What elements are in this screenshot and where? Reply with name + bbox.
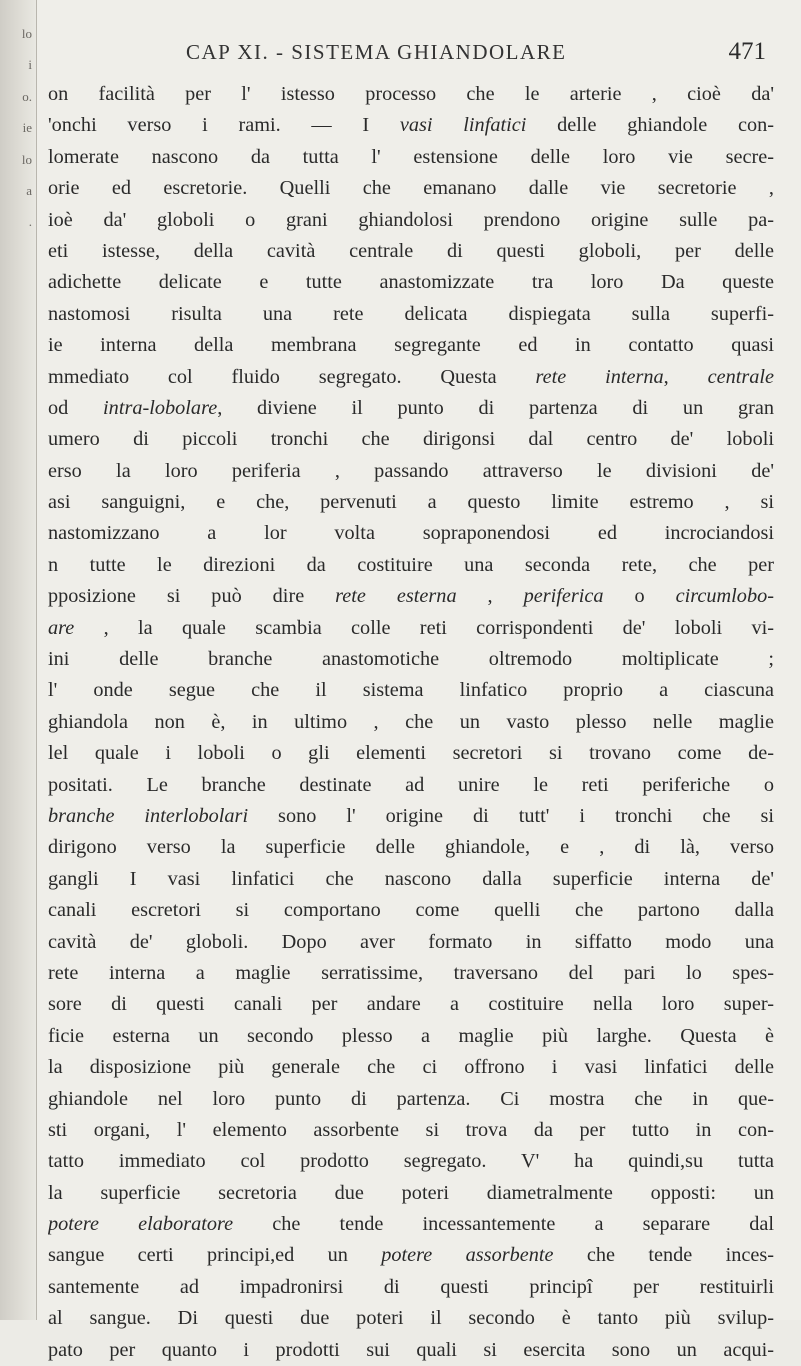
margin-fragment [4,238,32,269]
text-segment: umero di piccoli tronchi che dirigonsi dal centro de' loboli [48,428,774,451]
text-line [48,989,774,1020]
text-line [48,1084,774,1115]
text-segment: rete interna a maglie serratissime, traversano del pari lo spes- [48,961,774,984]
text-segment: ghiandole nel loro punto di partenza. Ci mostra che in que- [48,1087,774,1110]
text-segment: la disposizione più generale che ci offrono i vasi linfatici delle [48,1056,774,1079]
text-segment: od [48,396,104,419]
text-line [48,1146,774,1177]
margin-fragments [4,18,32,332]
text-segment: cavità de' globoli. Dopo aver formato in siffatto modo una [48,930,774,953]
margin-fragment: lo [21,151,32,167]
text-segment: orie ed escretorie. Quelli che emanano dalle vie secretorie , [48,177,774,200]
text-line [48,1303,774,1334]
text-line [48,110,774,141]
text-line [48,832,774,863]
text-segment: ioè da' globoli o grani ghiandolosi prendono origine sulle pa- [48,208,774,231]
text-segment: , [456,585,524,608]
text-segment: eti istesse, della cavità centrale di questi globoli, per delle [48,239,774,262]
text-line [48,958,774,989]
text-segment: tatto immediato col prodotto segregato. V' ha quindi,su tutta [48,1150,774,1173]
margin-fragment [4,301,32,332]
text-line [48,1240,774,1271]
text-line [48,393,774,424]
page-number: 471 [728,38,766,65]
italic-term: are [48,616,75,639]
text-segment: gangli I vasi linfatici che nascono dalla superficie interna de' [48,867,774,890]
text-line [48,267,774,298]
text-segment: pposizione si può dire [48,585,336,608]
text-line [48,142,774,173]
italic-term: potere elaboratore [48,1213,234,1236]
text-line [48,299,774,330]
text-segment: ini delle branche anastomotiche oltremodo moltiplicate ; [48,648,774,671]
text-segment: al sangue. Di questi due poteri il secondo è tanto più svilup- [48,1307,774,1330]
text-segment: dirigono verso la superficie delle ghiandole, e , di là, verso [48,836,774,859]
italic-term: vasi linfatici [399,114,527,137]
text-segment: nastomosi risulta una rete delicata dispiegata sulla superfi- [48,302,774,325]
text-line [48,236,774,267]
text-segment: lel quale i loboli o gli elementi secretori si trovano come de- [48,742,774,765]
text-segment: che tende inces- [553,1244,774,1267]
text-segment: santemente ad impadronirsi di questi principî per restituirli [48,1275,774,1298]
margin-fragment: lo [21,26,32,41]
text-segment: n tutte le direzioni da costituire una seconda rete, che per [48,553,774,576]
text-line [48,487,774,518]
body-text [48,79,774,1366]
text-line [48,1052,774,1083]
text-line [48,581,774,612]
margin-fragment: . [28,214,32,230]
text-segment: sti organi, l' elemento assorbente si trova da per tutto in con- [48,1118,774,1141]
text-line [48,707,774,738]
text-line [48,770,774,801]
text-segment: sangue certi principi,ed un [48,1244,382,1267]
text-line [48,1209,774,1240]
text-line [48,550,774,581]
text-segment: , la quale scambia colle reti corrispondenti de' loboli vi- [74,616,774,639]
italic-term: potere assorbente [381,1244,554,1267]
text-line [48,79,774,110]
italic-term: intra-lobolare [103,396,218,419]
italic-term: centrale [707,365,774,388]
text-segment: positati. Le branche destinate ad unire le reti periferiche o [48,773,774,796]
text-segment: ficie esterna un secondo plesso a maglie più larghe. Questa è [48,1024,774,1047]
margin-fragment: o. [22,88,32,104]
text-line [48,644,774,675]
text-segment: asi sanguigni, e che, pervenuti a questo limite estremo , si [48,491,774,514]
text-segment: adichette delicate e tutte anastomizzate tra loro Da queste [48,271,774,294]
italic-term: rete interna [535,365,664,388]
text-line [48,738,774,769]
text-line [48,1178,774,1209]
text-segment: , [663,365,708,388]
text-segment: ie interna della membrana segregante ed in contatto quasi [48,334,774,357]
text-line [48,518,774,549]
text-line [48,864,774,895]
italic-term: branche interlobolari [48,804,249,827]
text-line [48,1115,774,1146]
italic-term: rete esterna [335,585,457,608]
text-line [48,456,774,487]
text-line [48,1021,774,1052]
text-line [48,895,774,926]
text-segment: che tende incessantemente a separare dal [233,1213,774,1236]
text-segment: sono l' origine di tutt' i tronchi che si [248,804,774,827]
margin-fragment: a [26,182,32,198]
text-segment: ghiandola non è, in ultimo , che un vasto plesso nelle maglie [48,710,774,733]
text-segment: , diviene il punto di partenza di un gran [217,396,774,419]
text-segment: on facilità per l' istesso processo che le arterie , cioè da' [48,83,774,105]
text-line [48,613,774,644]
text-line [48,1335,774,1366]
text-segment: mmediato col fluido segregato. Questa [48,365,536,388]
italic-term: circumlobo- [675,585,774,608]
text-segment: canali escretori si comportano come quelli che partono dalla [48,899,774,922]
text-line [48,330,774,361]
text-segment: lomerate nascono da tutta l' estensione delle loro vie secre- [48,145,774,168]
text-line [48,173,774,204]
text-line [48,1272,774,1303]
text-segment: 'onchi verso i rami. — I [48,114,400,137]
text-line [48,927,774,958]
text-line [48,362,774,393]
italic-term: periferica [523,585,604,608]
running-title: CAP XI. - SISTEMA GHIANDOLARE [186,40,567,64]
text-line [48,424,774,455]
running-head [186,40,766,72]
text-segment: delle ghiandole con- [526,114,774,137]
margin-fragment [4,269,32,300]
text-line [48,205,774,236]
text-segment: o [603,585,676,608]
text-segment: erso la loro periferia , passando attraverso le divisioni de' [48,459,774,482]
margin-fragment: i [28,57,32,73]
text-segment: la superficie secretoria due poteri diametralmente opposti: un [48,1181,774,1204]
text-segment: sore di questi canali per andare a costituire nella loro super- [48,993,774,1016]
text-segment: l' onde segue che il sistema linfatico proprio a ciascuna [48,679,774,702]
text-line [48,801,774,832]
text-segment: pato per quanto i prodotti sui quali si esercita sono un acqui- [48,1338,774,1361]
margin-fragment: ie [22,120,32,136]
text-line [48,675,774,706]
text-segment: nastomizzano a lor volta sopraponendosi ed incrociandosi [48,522,774,545]
